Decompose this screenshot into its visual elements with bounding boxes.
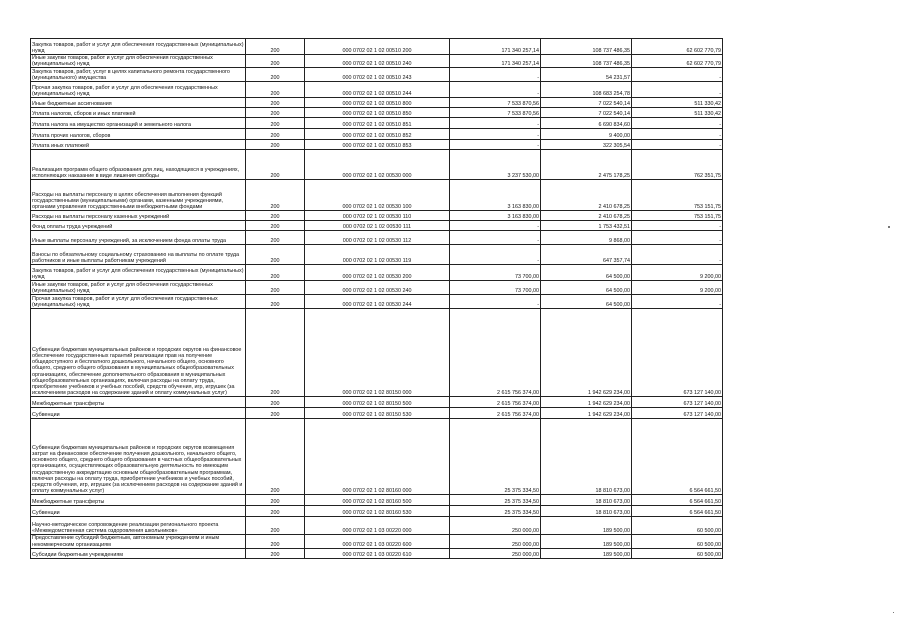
row-code-cell: 200 (246, 495, 305, 506)
row-kbk-cell: 000 0702 02 1 02 80150 000 (305, 309, 450, 397)
row-name-cell: Прочая закупка товаров, работ и услуг для обеспечения государственных (муниципальных) нужд (31, 295, 246, 309)
row-code-cell: 200 (246, 221, 305, 231)
row-approved-cell: - (450, 295, 541, 309)
row-unexecuted-cell: - (632, 129, 723, 140)
row-kbk-cell: 000 0702 02 1 02 00510 800 (305, 98, 450, 108)
row-approved-cell: - (450, 129, 541, 140)
row-name-cell: Субсидии бюджетным учреждениям (31, 548, 246, 558)
row-code-cell: 200 (246, 211, 305, 221)
table-row (31, 108, 723, 118)
row-kbk-cell: 000 0702 02 1 02 80160 500 (305, 495, 450, 506)
row-unexecuted-cell: 60 500,00 (632, 548, 723, 558)
table-row (31, 180, 723, 211)
row-kbk-cell: 000 0702 02 1 02 00530 200 (305, 265, 450, 281)
row-executed-cell: 9 868,00 (541, 231, 632, 245)
table-row (31, 118, 723, 129)
row-unexecuted-cell: - (632, 118, 723, 129)
row-name-cell: Субвенции (31, 506, 246, 517)
row-kbk-cell: 000 0702 02 1 03 00220 600 (305, 535, 450, 548)
row-unexecuted-cell: 753 151,75 (632, 211, 723, 221)
row-approved-cell: 2 615 756 374,00 (450, 408, 541, 419)
table-row (31, 281, 723, 295)
row-approved-cell: - (450, 231, 541, 245)
table-row (31, 211, 723, 221)
row-name-cell: Фонд оплаты труда учреждений (31, 221, 246, 231)
row-name-cell: Закупка товаров, работ, услуг в целях капитального ремонта государственного (муниципального) имущества (31, 68, 246, 82)
row-name-cell: Закупка товаров, работ и услуг для обеспечения государственных (муниципальных) нужд (31, 39, 246, 55)
row-code-cell: 200 (246, 548, 305, 558)
row-unexecuted-cell: 511 330,42 (632, 108, 723, 118)
row-name-cell: Иные закупки товаров, работ и услуг для обеспечения государственных (муниципальных) нужд (31, 55, 246, 68)
row-name-cell: Иные закупки товаров, работ и услуг для обеспечения государственных (муниципальных) нужд (31, 281, 246, 295)
row-executed-cell: 1 942 629 234,00 (541, 408, 632, 419)
row-code-cell: 200 (246, 309, 305, 397)
row-approved-cell: 250 000,00 (450, 517, 541, 535)
row-name-cell: Иные бюджетные ассигнования (31, 98, 246, 108)
table-row (31, 82, 723, 98)
row-unexecuted-cell: 673 127 140,00 (632, 309, 723, 397)
table-row (31, 39, 723, 55)
row-executed-cell: 18 810 673,00 (541, 506, 632, 517)
row-approved-cell: 7 533 870,56 (450, 108, 541, 118)
row-unexecuted-cell: 673 127 140,00 (632, 397, 723, 408)
row-unexecuted-cell: - (632, 140, 723, 150)
row-name-cell: Взносы по обязательному социальному страхованию на выплаты по оплате труда работников и иные выплаты работникам учреждений (31, 245, 246, 265)
row-code-cell: 200 (246, 140, 305, 150)
row-executed-cell: 189 500,00 (541, 517, 632, 535)
table-row (31, 265, 723, 281)
row-kbk-cell: 000 0702 02 1 02 00530 000 (305, 150, 450, 180)
row-kbk-cell: 000 0702 02 1 03 00220 610 (305, 548, 450, 558)
row-kbk-cell: 000 0702 02 1 02 00530 244 (305, 295, 450, 309)
row-kbk-cell: 000 0702 02 1 02 80160 530 (305, 506, 450, 517)
row-name-cell: Уплата налогов, сборов и иных платежей (31, 108, 246, 118)
row-approved-cell: - (450, 118, 541, 129)
row-unexecuted-cell: - (632, 82, 723, 98)
row-code-cell: 200 (246, 535, 305, 548)
row-kbk-cell: 000 0702 02 1 02 00530 100 (305, 180, 450, 211)
row-executed-cell: 64 500,00 (541, 281, 632, 295)
table-row (31, 55, 723, 68)
row-code-cell: 200 (246, 408, 305, 419)
row-executed-cell: 1 753 432,51 (541, 221, 632, 231)
budget-execution-table (30, 38, 723, 559)
row-name-cell: Субвенции бюджетам муниципальных районов и городских округов на финансовое обеспечение государственных гарантий реализации прав на получение общедоступного и бесплатного дошкольного, начального общего, основного общего, среднего общего образования в муниципальных общеобразовательных организациях, обеспечение дополнительного образования в муниципальных общеобразовательных организациях, включая расходы на оплату труда, приобретение учебников и учебных пособий, средств обучения, игр, игрушек (за исключением расходов на содержание зданий и оплату коммунальных услуг) (31, 309, 246, 397)
row-kbk-cell: 000 0702 02 1 02 00510 200 (305, 39, 450, 55)
row-unexecuted-cell: 6 564 661,50 (632, 419, 723, 495)
row-executed-cell: 108 737 486,35 (541, 55, 632, 68)
row-executed-cell: 108 683 254,78 (541, 82, 632, 98)
row-executed-cell: 322 305,54 (541, 140, 632, 150)
row-executed-cell: 1 942 629 234,00 (541, 397, 632, 408)
row-code-cell: 200 (246, 281, 305, 295)
row-code-cell: 200 (246, 118, 305, 129)
row-approved-cell: 250 000,00 (450, 535, 541, 548)
row-name-cell: Уплата иных платежей (31, 140, 246, 150)
row-code-cell: 200 (246, 82, 305, 98)
row-unexecuted-cell: 62 602 770,79 (632, 39, 723, 55)
row-unexecuted-cell: - (632, 231, 723, 245)
row-approved-cell: 73 700,00 (450, 265, 541, 281)
row-code-cell: 200 (246, 265, 305, 281)
row-name-cell: Расходы на выплаты персоналу в целях обеспечения выполнения функций государственными (муниципальными) органами, казенными учреждениями, органами управления государственными внебюджетными фондами (31, 180, 246, 211)
row-code-cell: 200 (246, 68, 305, 82)
row-unexecuted-cell: - (632, 68, 723, 82)
row-executed-cell: 54 231,57 (541, 68, 632, 82)
row-name-cell: Субвенции (31, 408, 246, 419)
table-row (31, 231, 723, 245)
table-row (31, 495, 723, 506)
row-unexecuted-cell: 753 151,75 (632, 180, 723, 211)
row-name-cell: Иные выплаты персоналу учреждений, за исключением фонда оплаты труда (31, 231, 246, 245)
row-name-cell: Межбюджетные трансферты (31, 495, 246, 506)
row-code-cell: 200 (246, 55, 305, 68)
table-row (31, 517, 723, 535)
row-unexecuted-cell: 511 330,42 (632, 98, 723, 108)
row-approved-cell: - (450, 221, 541, 231)
row-kbk-cell: 000 0702 02 1 02 80150 530 (305, 408, 450, 419)
table-row (31, 535, 723, 548)
row-code-cell: 200 (246, 39, 305, 55)
row-unexecuted-cell: 673 127 140,00 (632, 408, 723, 419)
table-row (31, 150, 723, 180)
table-row (31, 419, 723, 495)
row-kbk-cell: 000 0702 02 1 02 80150 500 (305, 397, 450, 408)
row-unexecuted-cell: 9 200,00 (632, 265, 723, 281)
row-executed-cell: 647 357,74 (541, 245, 632, 265)
row-unexecuted-cell: 6 564 661,50 (632, 506, 723, 517)
row-code-cell: 200 (246, 295, 305, 309)
row-executed-cell: 108 737 486,35 (541, 39, 632, 55)
row-kbk-cell: 000 0702 02 1 02 00530 110 (305, 211, 450, 221)
row-executed-cell: 189 500,00 (541, 548, 632, 558)
row-kbk-cell: 000 0702 02 1 02 00510 853 (305, 140, 450, 150)
row-kbk-cell: 000 0702 02 1 02 00510 243 (305, 68, 450, 82)
table-row (31, 408, 723, 419)
table-row (31, 506, 723, 517)
row-approved-cell: 73 700,00 (450, 281, 541, 295)
row-approved-cell: - (450, 68, 541, 82)
row-name-cell: Закупка товаров, работ и услуг для обеспечения государственных (муниципальных) нужд (31, 265, 246, 281)
row-name-cell: Прочая закупка товаров, работ и услуг для обеспечения государственных (муниципальных) нужд (31, 82, 246, 98)
row-executed-cell: 189 500,00 (541, 535, 632, 548)
row-name-cell: Научно-методическое сопровождение реализации регионального проекта «Межведомственная система оздоровления школьников» (31, 517, 246, 535)
row-kbk-cell: 000 0702 02 1 02 00530 119 (305, 245, 450, 265)
row-executed-cell: 64 500,00 (541, 265, 632, 281)
scan-speck (888, 226, 890, 228)
row-kbk-cell: 000 0702 02 1 02 00510 851 (305, 118, 450, 129)
row-approved-cell: 2 615 756 374,00 (450, 397, 541, 408)
row-approved-cell: - (450, 82, 541, 98)
row-unexecuted-cell: - (632, 221, 723, 231)
row-approved-cell: 3 163 830,00 (450, 180, 541, 211)
row-approved-cell: 25 375 334,50 (450, 506, 541, 517)
row-approved-cell: 7 533 870,56 (450, 98, 541, 108)
row-name-cell: Уплата налога на имущество организаций и земельного налога (31, 118, 246, 129)
row-code-cell: 200 (246, 180, 305, 211)
row-unexecuted-cell: 762 351,75 (632, 150, 723, 180)
table-row (31, 98, 723, 108)
table-row (31, 140, 723, 150)
row-kbk-cell: 000 0702 02 1 03 00220 000 (305, 517, 450, 535)
row-approved-cell: 2 615 756 374,00 (450, 309, 541, 397)
row-unexecuted-cell: 62 602 770,79 (632, 55, 723, 68)
row-kbk-cell: 000 0702 02 1 02 00510 240 (305, 55, 450, 68)
row-executed-cell: 9 400,00 (541, 129, 632, 140)
row-name-cell: Субвенции бюджетам муниципальных районов и городских округов возмещения затрат на финансовое обеспечение получения дошкольного, начального общего, основного общего, среднего общего образования в частных общеобразовательных организациях, осуществляющих образовательную деятельность по имеющим государственную аккредитацию основным общеобразовательным программам, включая расходы на оплату труда, приобретение учебников и учебных пособий, средств обучения, игр, игрушек (за исключением расходов на содержание зданий и оплату коммунальных услуг) (31, 419, 246, 495)
row-executed-cell: 2 475 178,25 (541, 150, 632, 180)
row-unexecuted-cell: 9 200,00 (632, 281, 723, 295)
row-code-cell: 200 (246, 150, 305, 180)
table-row (31, 245, 723, 265)
row-kbk-cell: 000 0702 02 1 02 00530 112 (305, 231, 450, 245)
row-code-cell: 200 (246, 506, 305, 517)
scan-speck (893, 612, 894, 613)
row-unexecuted-cell: 60 500,00 (632, 517, 723, 535)
row-kbk-cell: 000 0702 02 1 02 00530 240 (305, 281, 450, 295)
row-executed-cell: 18 810 673,00 (541, 419, 632, 495)
row-executed-cell: 7 022 540,14 (541, 98, 632, 108)
table-row (31, 68, 723, 82)
row-approved-cell: 25 375 334,50 (450, 495, 541, 506)
row-unexecuted-cell: 6 564 661,50 (632, 495, 723, 506)
row-kbk-cell: 000 0702 02 1 02 00510 850 (305, 108, 450, 118)
table-row (31, 309, 723, 397)
table-row (31, 129, 723, 140)
row-approved-cell: 25 375 334,50 (450, 419, 541, 495)
row-approved-cell: - (450, 140, 541, 150)
row-name-cell: Реализация программ общего образования для лиц, находящихся в учреждениях, исполняющих наказание в виде лишения свободы (31, 150, 246, 180)
row-code-cell: 200 (246, 517, 305, 535)
row-name-cell: Предоставление субсидий бюджетным, автономным учреждениям и иным некоммерческим организациям (31, 535, 246, 548)
row-approved-cell: - (450, 245, 541, 265)
row-code-cell: 200 (246, 419, 305, 495)
row-name-cell: Уплата прочих налогов, сборов (31, 129, 246, 140)
row-code-cell: 200 (246, 245, 305, 265)
row-approved-cell: 171 340 257,14 (450, 55, 541, 68)
table-row (31, 397, 723, 408)
row-code-cell: 200 (246, 98, 305, 108)
row-executed-cell: 1 942 629 234,00 (541, 309, 632, 397)
row-executed-cell: 2 410 678,25 (541, 211, 632, 221)
row-unexecuted-cell: - (632, 245, 723, 265)
row-executed-cell: 64 500,00 (541, 295, 632, 309)
row-unexecuted-cell: 60 500,00 (632, 535, 723, 548)
row-kbk-cell: 000 0702 02 1 02 00530 111 (305, 221, 450, 231)
table-row (31, 548, 723, 558)
row-name-cell: Расходы на выплаты персоналу казенных учреждений (31, 211, 246, 221)
row-executed-cell: 6 690 834,60 (541, 118, 632, 129)
row-code-cell: 200 (246, 108, 305, 118)
row-name-cell: Межбюджетные трансферты (31, 397, 246, 408)
row-code-cell: 200 (246, 129, 305, 140)
row-code-cell: 200 (246, 231, 305, 245)
table-row (31, 221, 723, 231)
row-approved-cell: 171 340 257,14 (450, 39, 541, 55)
row-executed-cell: 2 410 678,25 (541, 180, 632, 211)
row-kbk-cell: 000 0702 02 1 02 00510 852 (305, 129, 450, 140)
row-code-cell: 200 (246, 397, 305, 408)
row-kbk-cell: 000 0702 02 1 02 80160 000 (305, 419, 450, 495)
row-executed-cell: 18 810 673,00 (541, 495, 632, 506)
row-approved-cell: 3 163 830,00 (450, 211, 541, 221)
row-approved-cell: 3 237 530,00 (450, 150, 541, 180)
table-body (31, 39, 723, 559)
row-approved-cell: 250 000,00 (450, 548, 541, 558)
row-unexecuted-cell: - (632, 295, 723, 309)
row-kbk-cell: 000 0702 02 1 02 00510 244 (305, 82, 450, 98)
table-row (31, 295, 723, 309)
row-executed-cell: 7 022 540,14 (541, 108, 632, 118)
